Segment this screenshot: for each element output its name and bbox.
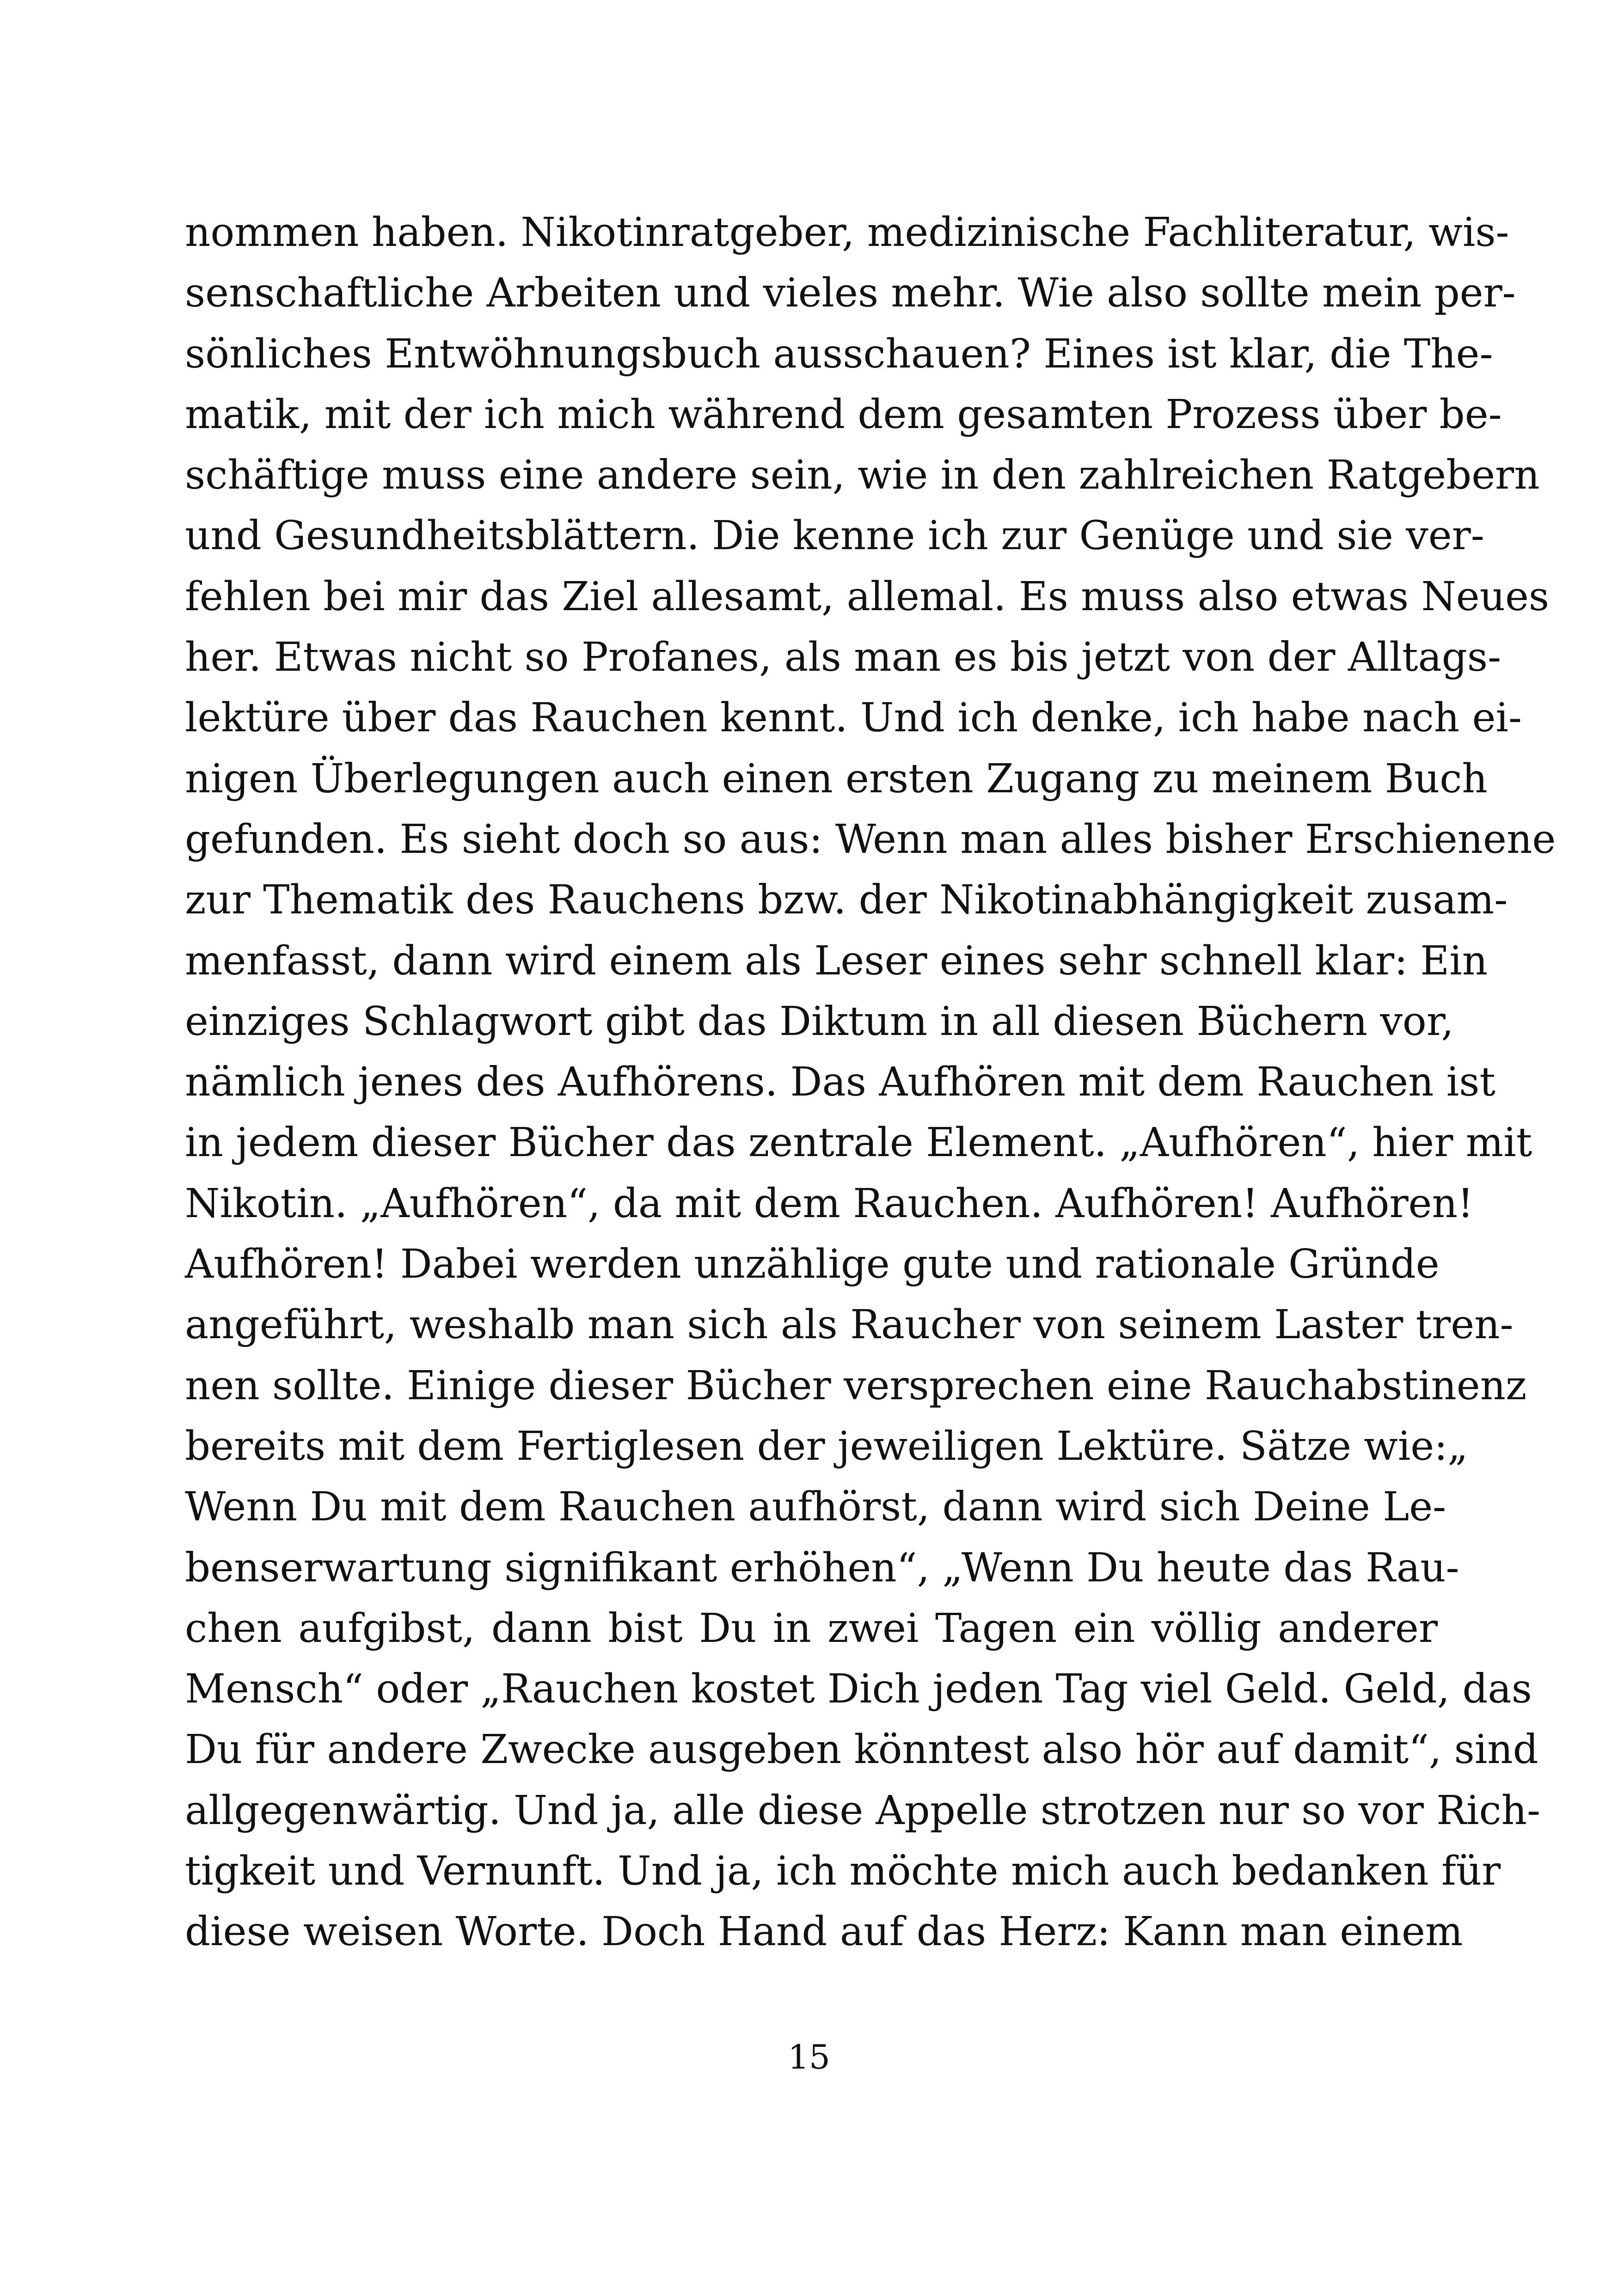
text-line: Mensch“ oder „Rauchen kostet Dich jeden Tag viel Geld. Geld, das — [185, 1666, 1532, 1713]
text-line: zur Thematik des Rauchens bzw. der Nikotinabhängigkeit zusam- — [185, 877, 1508, 924]
text-line: senschaftliche Arbeiten und vieles mehr. Wie also sollte mein per- — [185, 270, 1516, 317]
text-line: nen sollte. Einige dieser Bücher versprechen eine Rauchabstinenz — [185, 1362, 1527, 1409]
text-line: nämlich jenes des Aufhörens. Das Aufhören mit dem Rauchen ist — [185, 1059, 1495, 1106]
text-line: schäftige muss eine andere sein, wie in den zahlreichen Ratgebern — [185, 452, 1540, 499]
text-line: sönliches Entwöhnungsbuch ausschauen? Eines ist klar, die The- — [185, 331, 1493, 377]
text-line: benserwartung signifikant erhöhen“, „Wenn Du heute das Rau- — [185, 1544, 1459, 1591]
body-paragraph — [185, 202, 1556, 1963]
text-line: chen aufgibst, dann bist Du in zwei Tagen ein völlig anderer — [185, 1605, 1438, 1652]
text-line: fehlen bei mir das Ziel allesamt, allemal. Es muss also etwas Neues — [185, 573, 1550, 620]
text-line: Du für andere Zwecke ausgeben könntest also hör auf damit“, sind — [185, 1727, 1538, 1773]
text-line: Wenn Du mit dem Rauchen aufhörst, dann wird sich Deine Le- — [185, 1484, 1446, 1531]
text-line: her. Etwas nicht so Profanes, als man es bis jetzt von der Alltags- — [185, 634, 1502, 681]
text-line: menfasst, dann wird einem als Leser eines sehr schnell klar: Ein — [185, 937, 1488, 984]
text-line: einziges Schlagwort gibt das Diktum in all diesen Büchern vor, — [185, 998, 1454, 1045]
text-line: nommen haben. Nikotinratgeber, medizinische Fachliteratur, wis- — [185, 209, 1509, 256]
text-line: in jedem dieser Bücher das zentrale Element. „Aufhören“, hier mit — [185, 1120, 1532, 1166]
text-line: angeführt, weshalb man sich als Raucher von seinem Laster tren- — [185, 1302, 1514, 1348]
text-line: Aufhören! Dabei werden unzählige gute und rationale Gründe — [185, 1241, 1440, 1288]
text-line: nigen Überlegungen auch einen ersten Zugang zu meinem Buch — [185, 755, 1488, 802]
text-line: matik, mit der ich mich während dem gesamten Prozess über be- — [185, 391, 1502, 438]
text-line: diese weisen Worte. Doch Hand auf das Herz: Kann man einem — [185, 1909, 1463, 1955]
text-line: Nikotin. „Aufhören“, da mit dem Rauchen. Aufhören! Aufhören! — [185, 1180, 1474, 1227]
text-line: lektüre über das Rauchen kennt. Und ich denke, ich habe nach ei- — [185, 695, 1522, 741]
text-line: allgegenwärtig. Und ja, alle diese Appelle strotzen nur so vor Rich- — [185, 1787, 1541, 1834]
page-number: 15 — [788, 2038, 830, 2076]
text-line: tigkeit und Vernunft. Und ja, ich möchte mich auch bedanken für — [185, 1848, 1501, 1895]
text-line: und Gesundheitsblättern. Die kenne ich zur Genüge und sie ver- — [185, 513, 1484, 559]
text-line: bereits mit dem Fertiglesen der jeweiligen Lektüre. Sätze wie:„ — [185, 1423, 1468, 1469]
text-line: gefunden. Es sieht doch so aus: Wenn man alles bisher Erschienene — [185, 816, 1556, 863]
